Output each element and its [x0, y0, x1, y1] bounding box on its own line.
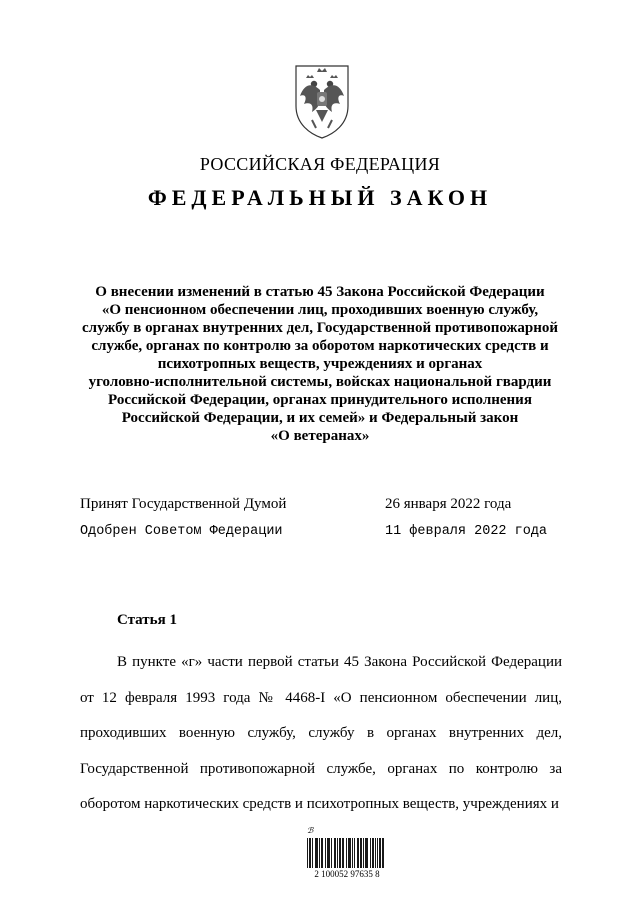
- barcode-bar: [316, 838, 317, 868]
- signature-mark: ℬ: [307, 826, 314, 835]
- barcode-bar: [358, 838, 359, 868]
- law-title-line: уголовно-исполнительной системы, войсках национальной гвардии: [88, 374, 552, 390]
- barcode-bar: [317, 838, 318, 868]
- barcode-bar: [375, 838, 376, 868]
- barcode-bar: [340, 838, 341, 868]
- barcode-bar: [321, 838, 322, 868]
- barcode-bar: [327, 838, 328, 868]
- article-heading: Статья 1: [117, 612, 177, 628]
- barcode-bar: [361, 838, 362, 868]
- barcode-bar: [346, 838, 347, 868]
- barcode-bar: [337, 838, 338, 868]
- barcode-bar: [328, 838, 329, 868]
- barcode-bar: [309, 838, 310, 868]
- barcode-bar: [363, 838, 364, 868]
- barcode-bar: [307, 838, 308, 868]
- barcode-bar: [366, 838, 367, 868]
- barcode-bar: [350, 838, 351, 868]
- law-title-line: Российской Федерации, и их семей» и Федеральный закон: [121, 410, 519, 426]
- duma-adoption-row: [80, 496, 560, 513]
- barcode-bar: [379, 838, 380, 868]
- barcode-bar: [383, 838, 384, 868]
- barcode-bar: [319, 838, 320, 868]
- law-title-line: О внесении изменений в статью 45 Закона Российской Федерации: [95, 284, 545, 300]
- coat-of-arms-icon: [290, 62, 354, 140]
- barcode-bar: [370, 838, 371, 868]
- barcode-bar: [315, 838, 316, 868]
- barcode-bar: [377, 838, 378, 868]
- barcode-bar: [354, 838, 355, 868]
- barcode-bar: [329, 838, 330, 868]
- barcode-bar: [357, 838, 358, 868]
- council-approval-date: 11 февраля 2022 года: [385, 524, 548, 539]
- barcode-bar: [325, 838, 326, 868]
- barcode-bar: [360, 838, 361, 868]
- article-body: В пункте «г» части первой статьи 45 Закона Российской Федерации от 12 февраля 1993 года № 4468-I «О пенсионном обеспечении лиц, проходивших военную службу, службу в органах внутренних дел, Государственной противопожарной службе, органах по контролю за оборотом наркотических средств и психотропных веществ, учреждениях и: [80, 654, 562, 812]
- barcode-icon: [307, 838, 385, 868]
- barcode-bar: [322, 838, 323, 868]
- barcode-bar: [334, 838, 335, 868]
- country-heading: РОССИЙСКАЯ ФЕДЕРАЦИЯ: [199, 154, 441, 174]
- coat-of-arms-emblem: [290, 62, 354, 140]
- barcode-bar: [382, 838, 383, 868]
- law-title-line: «О пенсионном обеспечении лиц, проходивших военную службу,: [101, 302, 539, 318]
- law-title-line: службу в органах внутренних дел, Государственной противопожарной: [82, 320, 558, 336]
- council-approval-row: [80, 524, 560, 539]
- barcode-block: [297, 826, 397, 886]
- law-title-line: службе, органах по контролю за оборотом наркотических средств и: [91, 338, 549, 354]
- duma-adoption-date: 26 января 2022 года: [385, 496, 512, 512]
- barcode-bar: [367, 838, 368, 868]
- document-type-heading: ФЕДЕРАЛЬНЫЙ ЗАКОН: [147, 185, 493, 210]
- law-title-line: психотропных веществ, учреждениях и органах: [157, 356, 483, 372]
- barcode-bar: [348, 838, 349, 868]
- barcode-number: 2 100052 97635 8: [314, 869, 380, 879]
- barcode-bar: [335, 838, 336, 868]
- barcode-bar: [312, 838, 313, 868]
- barcode-bar: [342, 838, 343, 868]
- barcode-bar: [380, 838, 381, 868]
- barcode-bar: [339, 838, 340, 868]
- barcode-bar: [349, 838, 350, 868]
- law-title: [60, 283, 580, 445]
- barcode-bar: [352, 838, 353, 868]
- duma-adoption-label: Принят Государственной Думой: [80, 496, 287, 512]
- barcode-bar: [331, 838, 332, 868]
- law-title-line: «О ветеранах»: [270, 428, 370, 444]
- council-approval-label: Одобрен Советом Федерации: [80, 524, 283, 539]
- barcode-bar: [372, 838, 373, 868]
- barcode-bar: [373, 838, 374, 868]
- barcode-bar: [310, 838, 311, 868]
- law-title-line: Российской Федерации, органах принудительного исполнения: [108, 392, 532, 408]
- barcode-bar: [343, 838, 344, 868]
- barcode-bar: [365, 838, 366, 868]
